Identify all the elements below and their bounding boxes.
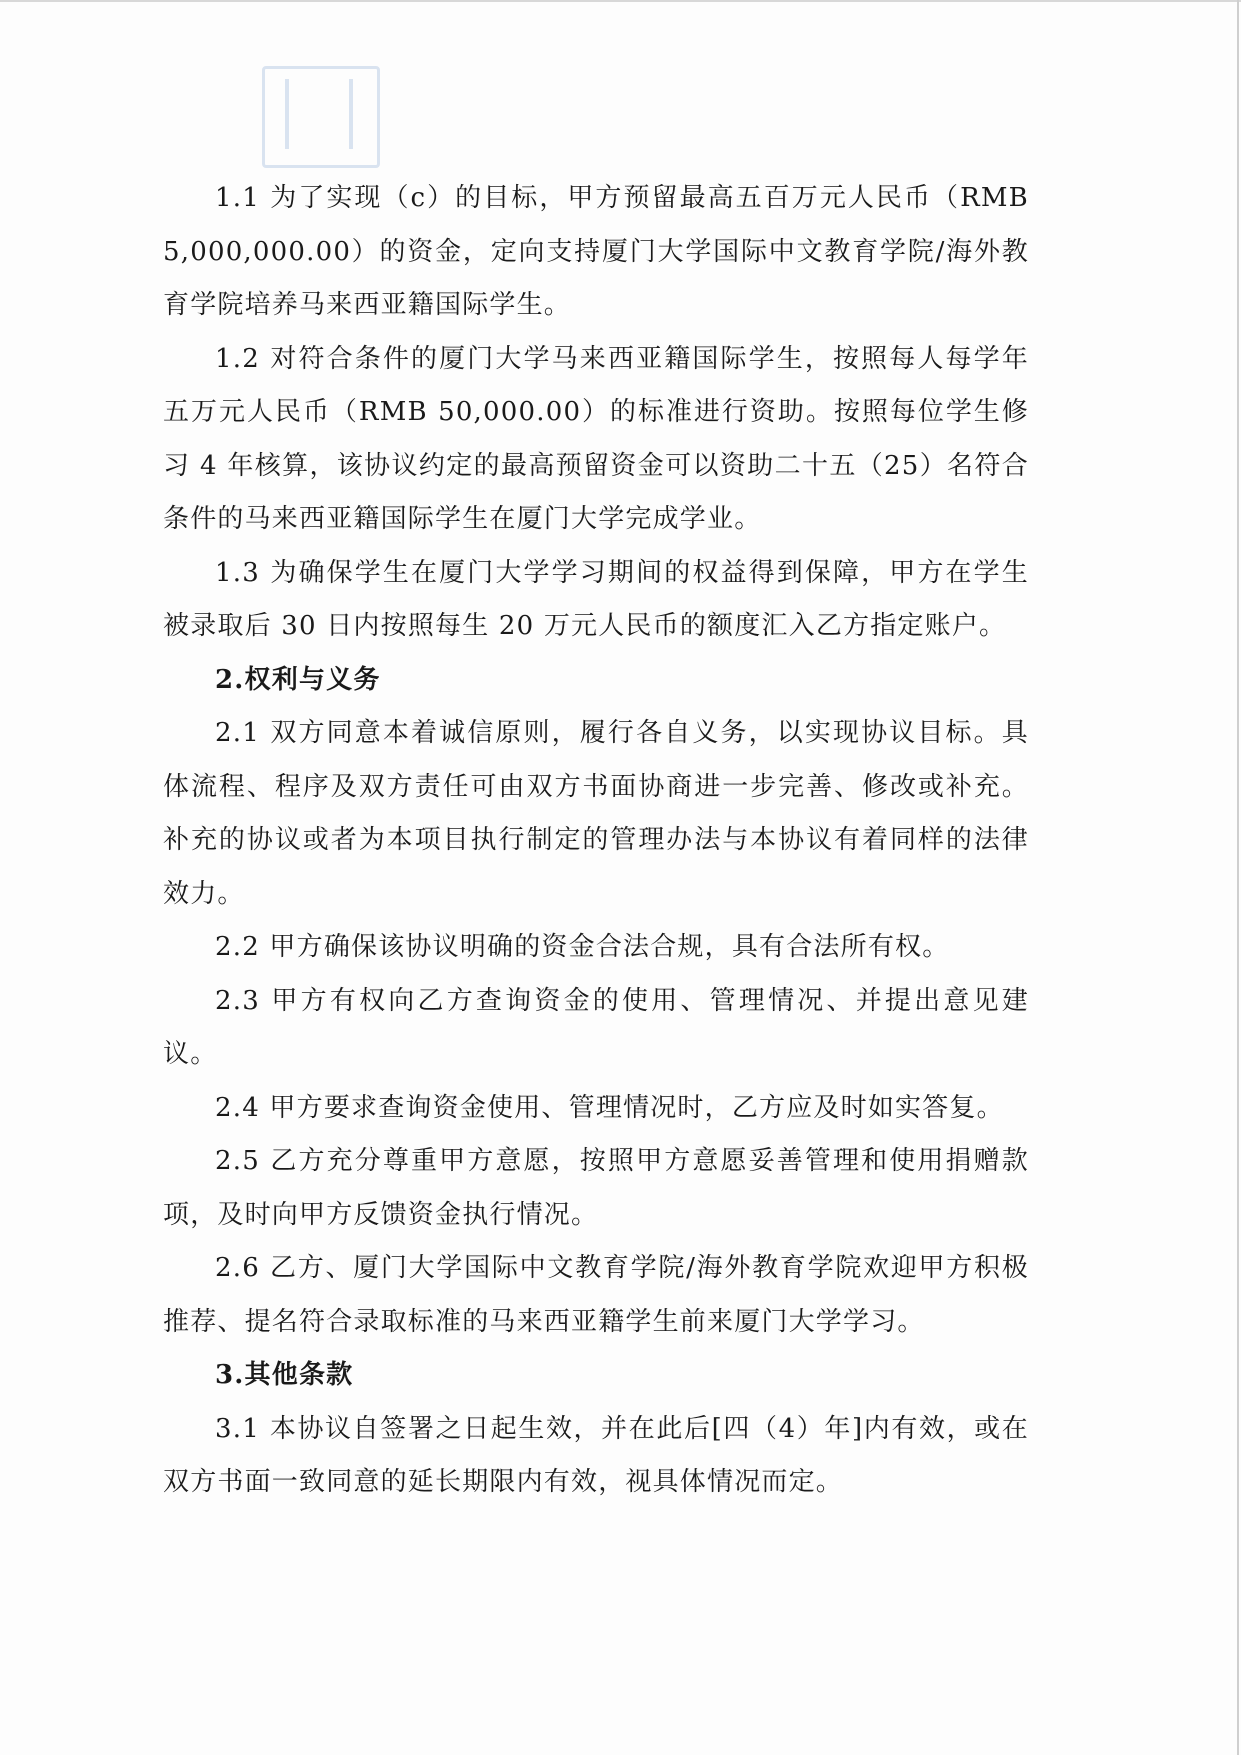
- clause-3-1: 3.1 本协议自签署之日起生效，并在此后[四（4）年]内有效，或在双方书面一致同意的延长期限内有效，视具体情况而定。: [163, 1413, 1029, 1497]
- section-heading-3: 3.其他条款: [215, 1360, 354, 1390]
- clause-2-1: 2.1 双方同意本着诚信原则，履行各自义务，以实现协议目标。具体流程、程序及双方责任可由双方书面协商进一步完善、修改或补充。补充的协议或者为本项目执行制定的管理办法与本协议有着同样的法律效力。: [163, 718, 1029, 909]
- clause-1-1: 1.1 为了实现（c）的目标，甲方预留最高五百万元人民币（RMB 5,000,000.00）的资金，定向支持厦门大学国际中文教育学院/海外教育学院培养马来西亚籍国际学生。: [163, 183, 1029, 320]
- section-heading-2: 2.权利与义务: [215, 664, 381, 695]
- document-body: [163, 172, 1029, 1510]
- clause-1-3: 1.3 为确保学生在厦门大学学习期间的权益得到保障，甲方在学生被录取后 30 日内按照每生 20 万元人民币的额度汇入乙方指定账户。: [163, 557, 1029, 641]
- clause-2-5: 2.5 乙方充分尊重甲方意愿，按照甲方意愿妥善管理和使用捐赠款项，及时向甲方反馈资金执行情况。: [163, 1146, 1029, 1230]
- scan-edge-top: [0, 0, 1241, 2]
- clause-2-2: 2.2 甲方确保该协议明确的资金合法合规，具有合法所有权。: [215, 932, 950, 962]
- clause-2-4: 2.4 甲方要求查询资金使用、管理情况时，乙方应及时如实答复。: [215, 1092, 1004, 1123]
- faded-seal-stamp: [262, 66, 380, 168]
- scan-edge-right: [1237, 0, 1239, 1755]
- clause-2-6: 2.6 乙方、厦门大学国际中文教育学院/海外教育学院欢迎甲方积极推荐、提名符合录取标准的马来西亚籍学生前来厦门大学学习。: [163, 1253, 1029, 1337]
- clause-2-3: 2.3 甲方有权向乙方查询资金的使用、管理情况、并提出意见建议。: [163, 985, 1029, 1069]
- clause-1-2: 1.2 对符合条件的厦门大学马来西亚籍国际学生，按照每人每学年五万元人民币（RMB 50,000.00）的标准进行资助。按照每位学生修习 4 年核算，该协议约定的最高预留资金可以资助二十五（25）名符合条件的马来西亚籍国际学生在厦门大学完成学业。: [163, 343, 1029, 534]
